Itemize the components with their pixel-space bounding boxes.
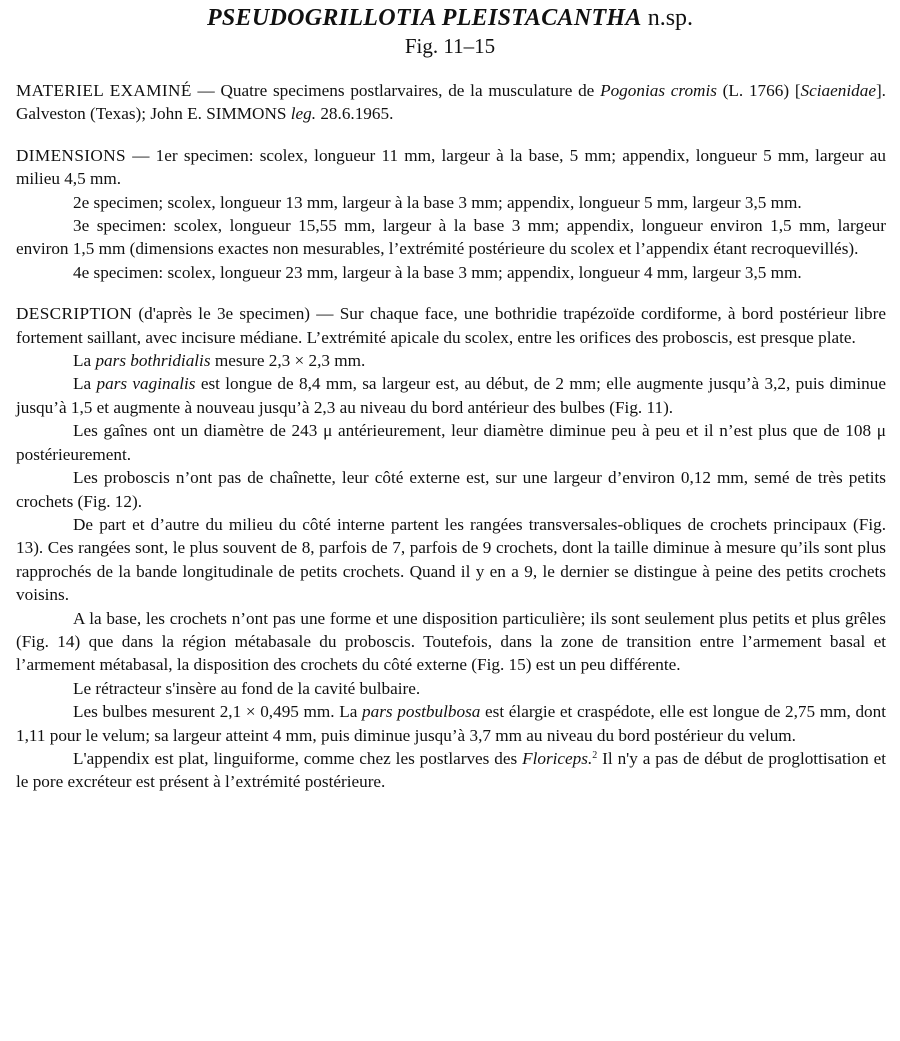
text-run: De part et d’autre du milieu du côté interne partent les rangées transversales-obliques de crochets principaux (Fig. 13). Ces rangées sont, le plus souvent de 8, parfois de 7, parfois de 9 crochets, dont la taille diminue à mesure qu’ils sont plus rapprochés de la bande longitudinale de petits crochets. Quand il y en a 9, le dernier se distingue à peine des petits crochets voisins. — [16, 514, 886, 605]
paragraph-materiel — [16, 79, 886, 126]
paragraph-rangees — [16, 513, 886, 607]
paragraph-description — [16, 302, 886, 349]
text-run: est élargie et craspédote, elle est longue de 2,75 mm, dont 1,11 pour le velum; sa largeur atteint 4 mm, puis diminue jusqu’à 3,7 mm au niveau du bord postérieur du velum. — [16, 702, 887, 745]
paragraph-dimensions-3 — [16, 214, 886, 261]
paragraph-dimensions-4 — [16, 261, 886, 284]
section-heading: MATERIEL EXAMINÉ — [16, 81, 192, 100]
text-run: (L. 1766) [ — [716, 81, 801, 100]
italic-term: leg. — [290, 104, 317, 124]
text-run: 28.6.1965. — [316, 104, 394, 124]
text-run: La — [73, 374, 97, 394]
paragraph-proboscis — [16, 466, 886, 513]
footnote-marker: 2 — [592, 749, 598, 761]
italic-term: pars bothridialis — [95, 351, 211, 371]
paragraph-gaines — [16, 419, 886, 466]
paragraph-dimensions-1 — [16, 144, 886, 191]
section-heading: DESCRIPTION — [16, 304, 133, 324]
text-run: A la base, les crochets n’ont pas une forme et une disposition particulière; ils sont seulement plus petits et plus grêles (Fig. 14) que dans la région métabasale du proboscis. Toutefois, dans la zone de transition entre l’armement basal et l’armement métabasal, la disposition des crochets du côté externe (Fig. 15) est un peu différente. — [16, 608, 886, 675]
species-title — [0, 4, 900, 32]
paragraph-retracteur — [16, 677, 886, 700]
text-run: ]. Galveston (Texas); John E. SIMMONS — [16, 81, 886, 124]
text-run: est longue de 8,4 mm, sa largeur est, au début, de 2 mm; elle augmente jusqu’à 3,2, puis diminue jusqu’à 1,5 et augmente à nouveau jusqu’à 2,3 au niveau du bord antérieur des bulbes (Fig. 11). — [16, 374, 886, 417]
text-run: Il n'y a pas de début de proglottisation et le pore excréteur est présent à l’extrémité postérieure. — [16, 748, 886, 792]
text-run: — 1er specimen: scolex, longueur 11 mm, largeur à la base, 5 mm; appendix, longueur 5 mm, largeur au milieu 4,5 mm. — [16, 145, 886, 189]
italic-term: Floriceps. — [522, 748, 593, 768]
text-run: L'appendix est plat, linguiforme, comme chez les postlarves des — [73, 748, 523, 768]
paragraph-appendix — [16, 747, 886, 794]
text-run: 4e specimen: scolex, longueur 23 mm, largeur à la base 3 mm; appendix, longueur 4 mm, largeur 3,5 mm. — [73, 262, 802, 282]
new-species-marker: n.sp. — [641, 5, 694, 31]
text-run: mesure 2,3 × 2,3 mm. — [210, 351, 366, 371]
italic-term: pars vaginalis — [96, 374, 196, 394]
paragraph-bulbes — [16, 700, 886, 747]
text-run: — Quatre specimens postlarvaires, de la musculature de — [191, 81, 601, 100]
text-run: 2e specimen; scolex, longueur 13 mm, largeur à la base 3 mm; appendix, longueur 5 mm, largeur 3,5 mm. — [73, 192, 802, 212]
italic-term: pars postbulbosa — [362, 702, 481, 722]
text-run: Les gaînes ont un diamètre de 243 μ antérieurement, leur diamètre diminue peu à peu et il n’est plus que de 108 μ postérieurement. — [16, 421, 886, 464]
paragraph-pars-vaginalis — [16, 372, 886, 419]
text-run: Le rétracteur s'insère au fond de la cavité bulbaire. — [73, 678, 421, 698]
text-run: (d'après le 3e specimen) — Sur chaque face, une bothridie trapézoïde cordiforme, à bord postérieur libre fortement saillant, avec incisure médiane. L’extrémité apicale du scolex, entre les orifices des proboscis, est presque plate. — [16, 304, 886, 347]
article-body — [16, 79, 886, 794]
text-run: 3e specimen: scolex, longueur 15,55 mm, largeur à la base 3 mm; appendix, longueur environ 1,5 mm, largeur environ 1,5 mm (dimensions exactes non mesurables, l’extrémité postérieure du scolex et l’appendix étant recroquevillés). — [16, 216, 886, 259]
paragraph-dimensions-2 — [16, 191, 886, 214]
text-run: Les bulbes mesurent 2,1 × 0,495 mm. La — [73, 702, 363, 722]
italic-term: Sciaenidae — [800, 81, 876, 100]
species-name: PSEUDOGRILLOTIA PLEISTACANTHA — [206, 5, 642, 31]
text-run: Les proboscis n’ont pas de chaînette, leur côté externe est, sur une largeur d’environ 0,12 mm, semé de très petits crochets (Fig. 12). — [16, 468, 886, 511]
section-heading: DIMENSIONS — [16, 145, 126, 165]
italic-term: Pogonias cromis — [600, 81, 717, 100]
paragraph-pars-bothridialis — [16, 349, 886, 372]
text-run: La — [73, 351, 96, 371]
paragraph-base — [16, 607, 886, 677]
figure-reference: Fig. 11–15 — [404, 34, 496, 58]
